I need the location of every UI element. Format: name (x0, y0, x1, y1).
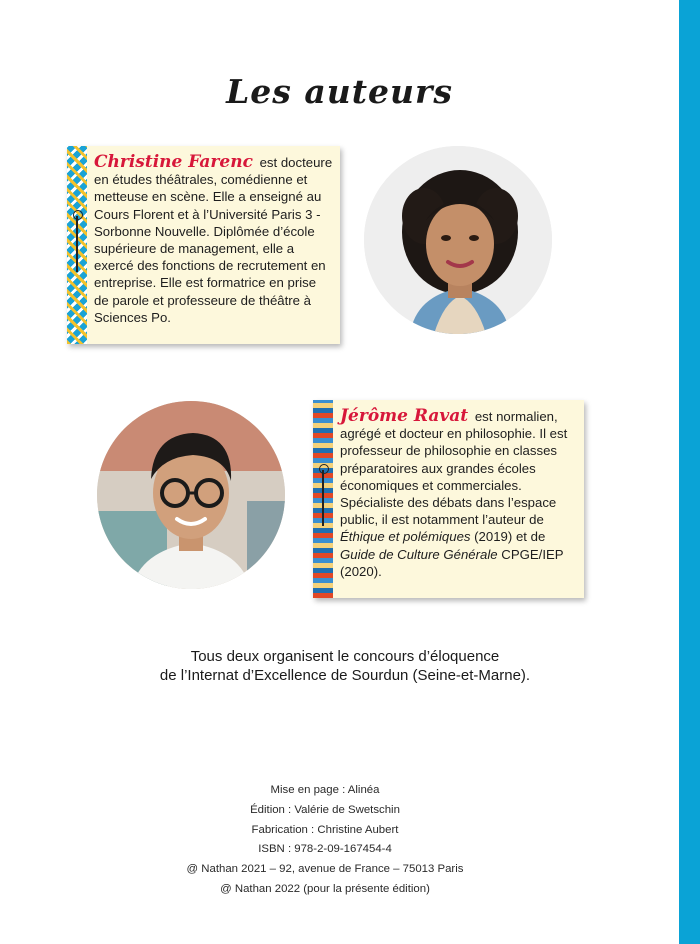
summary-line: de l’Internat d’Excellence de Sourdun (Seine-et-Marne). (159, 667, 531, 684)
portrait-man-icon (97, 401, 285, 589)
credit-line: @ Nathan 2022 (pour la présente édition) (220, 882, 430, 895)
portrait-woman-icon (364, 146, 552, 334)
credit-line: Fabrication : Christine Aubert (251, 823, 399, 836)
joint-summary (0, 647, 690, 685)
author-photo-christine-farenc (364, 146, 552, 334)
author-bio (94, 154, 334, 326)
credit-line: ISBN : 978-2-09-167454-4 (258, 843, 392, 856)
credit-line: Mise en page : Alinéa (270, 784, 380, 796)
author-name: Jérôme Ravat (340, 406, 469, 426)
author-bio-text-1: est normalien, agrégé et docteur en philosophie. Il est professeur de philosophie en classes préparatoires aux grandes écoles économiques et commerciales. Spécialiste des débats dans l’espace public, il est notamment l’auteur de (340, 409, 568, 528)
book-title-2: Guide de Culture Générale (340, 546, 498, 562)
author-bio (340, 408, 578, 580)
summary-line: Tous deux organisent le concours d’éloquence (190, 648, 500, 665)
needle-thread-icon (322, 470, 324, 526)
author-name: Christine Farenc (94, 152, 253, 172)
author-photo-jerome-ravat (97, 401, 285, 589)
author-bio-text-2: (2019) et de (470, 529, 546, 545)
needle-eye-icon (73, 210, 83, 220)
author-card-christine-farenc (67, 146, 340, 344)
page-title: Les auteurs (226, 72, 453, 111)
needle-thread-icon (76, 216, 78, 272)
author-bio-text-3: CPGE/IEP (2020). (340, 546, 564, 579)
credit-line: Édition : Valérie de Swetschin (250, 803, 400, 816)
publication-credits (0, 781, 650, 900)
book-title-1: Éthique et polémiques (340, 529, 471, 545)
author-bio-text: est docteure en études théâtrales, comédienne et metteuse en scène. Elle a enseigné au Cours Florent et à l’Université Paris 3 - Sorbonne Nouvelle. Diplômée d’école supérieure de management, elle a exercé des fonctions de recrutement en entreprise. Elle est formatrice en prise de parole et professeure de théâtre à Sciences Po. (94, 155, 333, 325)
side-accent-bar (679, 0, 700, 944)
needle-eye-icon (319, 464, 329, 474)
credit-line: @ Nathan 2021 – 92, avenue de France – 75013 Paris (186, 863, 464, 876)
author-card-jerome-ravat (313, 400, 584, 598)
